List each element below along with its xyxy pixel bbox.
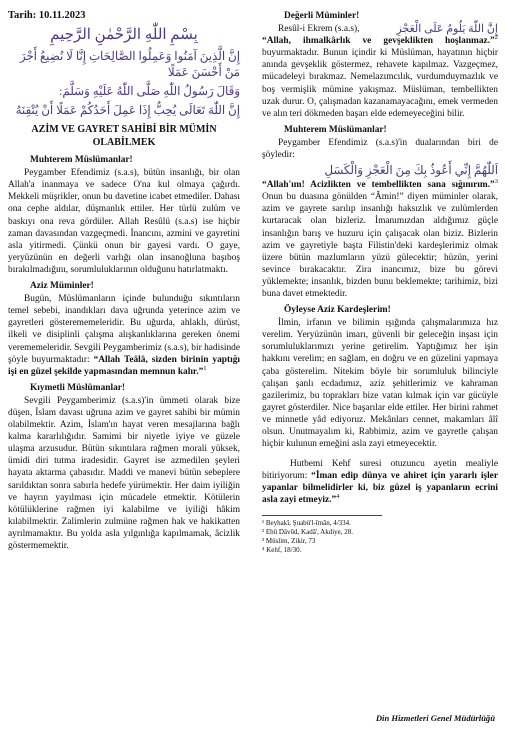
footnote-divider <box>262 515 382 516</box>
footnote-ref: 2 <box>494 34 498 42</box>
footnote-ref: 4 <box>336 493 340 501</box>
hadith-arabic-inline: إِنَّ اللّٰهَ يَلُومُ عَلَى الْعَجْزِ <box>396 23 498 36</box>
date-label: Tarih: 10.11.2023 <box>8 10 86 21</box>
section-heading: Aziz Müminler! <box>30 281 94 292</box>
footnote-ref: 1 <box>203 364 207 372</box>
signature: Din Hizmetleri Genel Müdürlüğü <box>375 713 495 723</box>
section-heading: Muhterem Müslümanlar! <box>30 155 133 166</box>
paragraph: Peygamber Efendimiz (s.a.s), bütün insanlığı, bir olan Allah'a inanmaya ve sadece O'na kul olmaya çağırdı. Mekkeli müşrikler, onun bu davetine icabet etmediler. Dahası ona cephe aldılar, düşmanlık ettiler. Her türlü zulüm ve baskıyı ona reva gördüler. Allah Resûlü (s.a.s) ise hiçbir zaman davasından vazgeçmedi. İnancını, azmini ve gayretini asla yitirmedi. Çünkü onun bir gayesi vardı. O gaye, yeryüzünün en değerli varlığı olan insanoğluna başıboş bırakılmadığını, sorumluluklarının olduğunu hatırlatmaktı. <box>8 168 240 275</box>
hadith-line <box>262 23 498 35</box>
verse-arabic: إِنَّ الَّذِينَ آمَنُوا وَعَمِلُوا الصَّالِحَاتِ إِنَّا لَا نُضِيعُ أَجْرَ مَنْ أَحْسَنَ عَمَلًا <box>19 49 240 80</box>
hadith-intro-arabic: وَقَالَ رَسُولُ اللّٰهِ صَلَّى اللّٰهُ عَلَيْهِ وَسَلَّمَ: <box>59 84 240 99</box>
paragraph <box>262 179 498 300</box>
paragraph <box>262 35 498 120</box>
hadith-quote: “Allah Teâlâ, sizden birinin yaptığı işi en güzel şekilde yapmasından memnun kalır.” <box>8 354 240 377</box>
paragraph-text: Peygamber Efendimiz (s.a.s)'in dualarından biri de şöyledir: <box>262 137 498 161</box>
paragraph-text: Resûl-i Ekrem (s.a.s), <box>278 24 360 35</box>
hadith-arabic: إِنَّ اللّٰهَ تَعَالَى يُحِبُّ إِذَا عَمِلَ أَحَدُكُمْ عَمَلًا أَنْ يُتْقِنَهُ <box>15 103 240 118</box>
paragraph-text: Onun bu duasına gönülden “Âmin!” diyen müminler olarak, azim ve gayrete sarılıp insanlığı haksızlık ve zulümlerden kurtaracak olan bizleriz. İmanımızdan aldığımız güçle insanlığın barış ve huzuru için çalışacak olan biziz. Bizlerin azim ve gayretiyle başta Filistin'deki kardeşlerimiz olmak üzere bütün mazlumların yüzü gülecektir; hüzün, yerini sevince bırakacaktır. Zira inancımız, bize bu görevi yüklemekte; insanlık, bizden bunu beklemekte; tarihimiz, bizi buna davet etmektedir. <box>262 192 498 299</box>
paragraph: Sevgili Peygamberimiz (s.a.s)'in ümmeti olarak bize düşen, İslam davası uğruna azim ve gayret sahibi bir mümin olabilmektir. Azim, İslam'ın hayat veren mesajlarına bağlı kalma kararlılığıdır. Samimi bir niyetle iyiye ve güzele ulaşma arzusudur. Bütün sıkıntılara rağmen morali yüksek, ümidi diri tutma iradesidir. Gayret ise azmedilen şeyleri hayata aktarma çabasıdır. Maddi ve manevi bütün sebeplere sarıldıktan sonra sabırla hedefe yürümektir. Her daim iyiliğin ve hayrın yayılması için mücadele etmektir. Kötülerin kötülüklerine rağmen iyi kalabilme ve iyiliği hâkim kılabilmektir. Zalimlerin zulmüne rağmen hak ve hakikatten ayrılmamaktır. Bu yolda asla yılgınlığa kapılmamak, âcizlik göstermemektir. <box>8 395 240 551</box>
footnote: ¹ Beyhakî, Şuabü'l-îmân, 4/334. <box>262 518 351 527</box>
dua-arabic: اَللّٰهُمَّ إِنِّي أَعُوذُ بِكَ مِنَ الْعَجْزِ وَالْكَسَلِ <box>324 163 498 178</box>
right-column <box>262 10 498 555</box>
paragraph-text: Hutbemi Kehf suresi otuzuncu ayetin mealiyle bitiriyorum: <box>262 459 498 482</box>
verse-meaning-quote: “İman edip dünya ve ahiret için yararlı işler yapanlar bilmelidirler ki, biz güzel iş yapanların ecrini asla zayi etmeyiz.” <box>262 471 499 506</box>
paragraph: İlmin, irfanın ve bilimin ışığında çalışmalarımıza hız verelim. Yeryüzünün imarı, güvenli bir geleceğin inşası için sorumluluklarımızı yerine getirelim. Yaptığımız her işin hakkını verelim; en sağlam, en doğru ve en güzelini yapmaya çaba gösterelim. Nitekim böyle bir sorumluluk bilinciyle çalışan şanlı ecdadımız, aziz şehitlerimiz ve kahraman gazilerimiz, bu toprakları bize vatan kılmak için var gücüyle gayret gösterdiler. Nice başarılar elde ettiler. Her birini rahmet ve minnetle yâd ediyoruz. Mekânları cennet, makamları âlî olsun. Unutmayalım ki, Rabbimiz, azim ve gayretle çalışan hiçbir kulunun emeğini asla zayi etmeyecektir. <box>262 318 498 450</box>
section-heading: Muhterem Müslümanlar! <box>284 124 387 135</box>
section-heading: Kıymetli Müslümanlar! <box>30 382 126 393</box>
paragraph-text: Bugün, Müslümanların içinde bulunduğu sıkıntıların temel sebebi, inandıkları dava uğrunda yeterince azim ve gayretleri gösterememeleridir. Bu uğurda, ahlaklı, dürüst, ilkeli ve disiplinli çalışma alışkanlıklarına gereken önemi verememeleridir. Sevgili Peygamberimiz (s.a.s), bir hadisinde şöyle buyurmaktadır: <box>8 294 240 365</box>
footnote: ² Ebû Dâvûd, Kadâ', Akdiye, 28. <box>262 527 354 536</box>
footnote: ³ Müslim, Zikir, 73 <box>262 536 316 545</box>
basmala-calligraphy: بِسْمِ اللّٰهِ الرَّحْمٰنِ الرَّحِيمِ <box>50 27 198 44</box>
footnote: ⁴ Kehf, 18/30. <box>262 545 302 554</box>
section-heading: Öyleyse Aziz Kardeşlerim! <box>284 305 391 316</box>
paragraph <box>8 293 240 378</box>
paragraph-text: buyurmaktadır. Bunun içindir ki Müslüman, hayatının hiçbir anında gevşeklik göstermez, rehavete kapılmaz. Vazgeçmez, mücadeleyi bırakmaz. Nemelazımcılık, vurdumduymazlık ve boş vermişlik mümine yakışmaz. Müslüman, tembellikten uzak durur. O, çalışmadan kazanamayacağını, emek vermeden ve alın teri dökmeden başarı elde edemeyeceğini bilir. <box>262 48 498 119</box>
hadith-quote: “Allah, ihmalkârlık ve gevşeklikten hoşlanmaz.” <box>262 36 495 47</box>
footnote-ref: 3 <box>494 178 498 185</box>
paragraph <box>262 458 498 506</box>
sermon-title: AZİM VE GAYRET SAHİBİ BİR MÜMİN OLABİLMEK <box>31 124 217 148</box>
section-heading: Değerli Müminler! <box>284 11 360 21</box>
dua-quote: “Allah'ım! Acizlikten ve tembellikten sana sığınırım.” <box>262 180 495 191</box>
left-column <box>8 10 240 552</box>
